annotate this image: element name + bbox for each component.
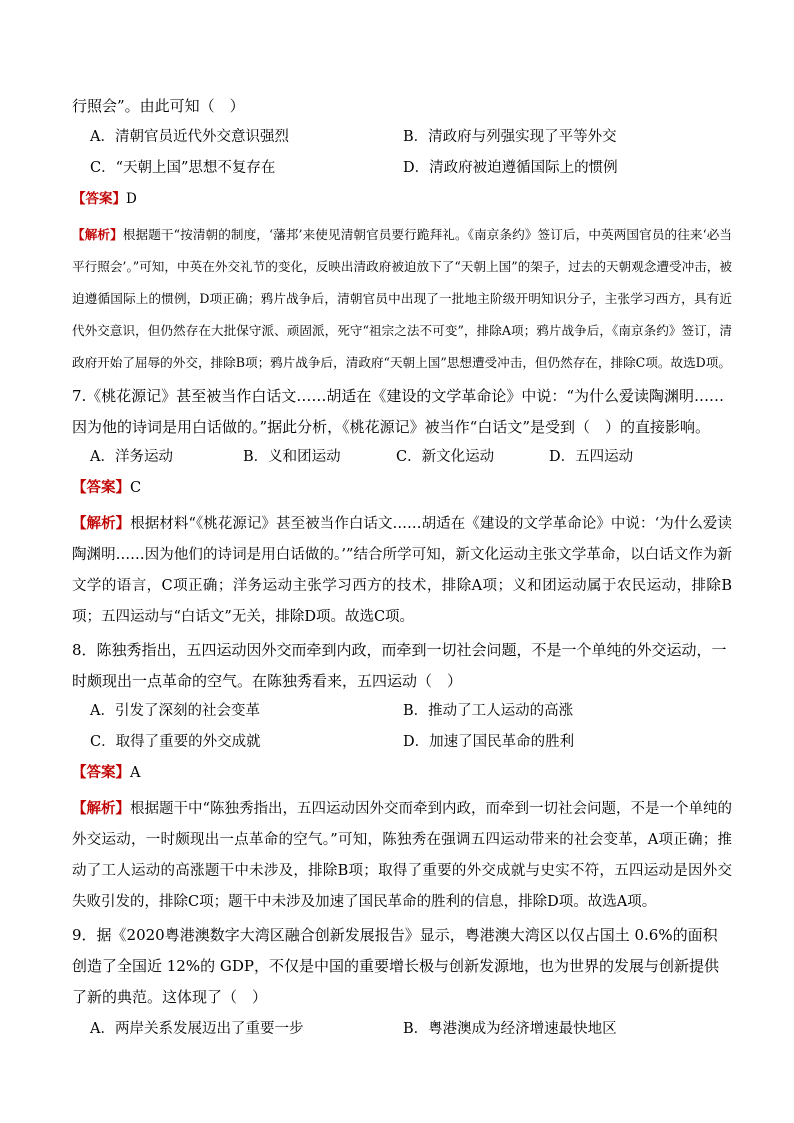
question-6-explanation xyxy=(72,219,732,379)
question-8-option-d: D．加速了国民革命的胜利 xyxy=(403,734,575,750)
explanation-text: 根据题干中“陈独秀指出，五四运动因外交而牵到内政，而牵到一切社会问题，不是一个单纯的外交运动，一时颇现出一点革命的空气。”可知，陈独秀在强调五四运动带来的社会变革，A项正确；推动了工人运动的高涨题干中未涉及，排除B项；取得了重要的外交成就与史实不符，五四运动是因外交失败引发的，排除C项；题干中未涉及加速了国民革命的胜利的信息，排除D项。故选A项。 xyxy=(72,801,732,910)
question-8-option-a: A．引发了深刻的社会变革 xyxy=(90,703,260,719)
question-6-option-d: D．清政府被迫遵循国际上的惯例 xyxy=(403,160,618,176)
question-7-option-a: A．洋务运动 xyxy=(90,449,173,465)
question-6-option-c: C．“天朝上国”思想不复存在 xyxy=(90,160,276,176)
document-page xyxy=(72,96,732,1050)
question-6-options-row-1 xyxy=(72,127,732,147)
question-8-explanation xyxy=(72,793,732,918)
question-7-option-c: C．新文化运动 xyxy=(396,449,495,465)
question-7-stem: 7.《桃花源记》甚至被当作白话文……胡适在《建设的文学革命论》中说：“为什么爱读陶渊明……因为他的诗词是用白话做的。”据此分析，《桃花源记》被当作“白话文”是受到（ ）的直接影响。 xyxy=(72,387,724,436)
answer-value: A xyxy=(130,765,141,781)
question-9-option-b: B．粤港澳成为经济增速最快地区 xyxy=(403,1021,617,1037)
answer-value: C xyxy=(130,480,142,496)
question-8-options-row-2 xyxy=(72,732,732,752)
question-8-stem: 8．陈独秀指出，五四运动因外交而牵到内政，而牵到一切社会问题，不是一个单纯的外交运动，一时颇现出一点革命的空气。在陈独秀看来，五四运动（ ） xyxy=(72,641,727,690)
answer-tag: 【答案】 xyxy=(72,191,126,207)
explanation-tag: 【解析】 xyxy=(72,800,131,817)
answer-tag: 【答案】 xyxy=(72,764,130,781)
question-9-stem: 9．据《2020粤港澳数字大湾区融合创新发展报告》显示，粤港澳大湾区以仅占国土 0.6%的面积创造了全国近 12%的 GDP，不仅是中国的重要增长极与创新发源地，也为世界的发展与创新提供了新的典范。这体现了（ ） xyxy=(72,926,719,1006)
question-7-option-d: D．五四运动 xyxy=(549,449,634,465)
question-7-explanation xyxy=(72,508,732,633)
question-8-answer xyxy=(72,763,732,783)
question-6-answer xyxy=(72,189,732,209)
question-8-option-b: B．推动了工人运动的高涨 xyxy=(403,703,574,719)
explanation-tag: 【解析】 xyxy=(72,227,123,242)
question-7-options xyxy=(72,447,732,467)
answer-tag: 【答案】 xyxy=(72,479,130,496)
explanation-tag: 【解析】 xyxy=(72,515,131,532)
question-9-option-a: A．两岸关系发展迈出了重要一步 xyxy=(90,1021,304,1037)
answer-value: D xyxy=(126,191,137,207)
question-9-options-row-1 xyxy=(72,1019,732,1039)
question-6-options-row-2 xyxy=(72,158,732,178)
question-8-option-c: C．取得了重要的外交成就 xyxy=(90,734,261,750)
explanation-text: 根据题干“按清朝的制度，‘藩邦’来使见清朝官员要行跪拜礼。《南京条约》签订后，中英两国官员的往来‘必当平行照会’。”可知，中英在外交礼节的变化，反映出清政府被迫放下了“天朝上国”的架子，过去的天朝观念遭受冲击，被迫遵循国际上的惯例，D项正确；鸦片战争后，清朝官员中出现了一批地主阶级开明知识分子，主张学习西方，具有近代外交意识，但仍然存在大批保守派、顽固派，死守“祖宗之法不可变”，排除A项；鸦片战争后，《南京条约》签订，清政府开始了屈辱的外交，排除B项；鸦片战争后，清政府“天朝上国”思想遭受冲击，但仍然存在，排除C项。故选D项。 xyxy=(72,227,733,370)
question-7-answer xyxy=(72,478,732,498)
question-6-option-a: A．清朝官员近代外交意识强烈 xyxy=(90,129,289,145)
question-8-options-row-1 xyxy=(72,701,732,721)
question-7-option-b: B．义和团运动 xyxy=(243,449,341,465)
question-6-option-b: B．清政府与列强实现了平等外交 xyxy=(403,129,617,145)
explanation-text: 根据材料“《桃花源记》甚至被当作白话文……胡适在《建设的文学革命论》中说：‘为什么爱读陶渊明……因为他们的诗词是用白话做的。’”结合所学可知，新文化运动主张文学革命，以白话文作为新文学的语言，C项正确；洋务运动主张学习西方的技术，排除A项；义和团运动属于农民运动，排除B项；五四运动与“白话文”无关，排除D项。故选C项。 xyxy=(72,516,732,625)
question-6-stem-tail: 行照会”。由此可知（ ） xyxy=(72,97,245,115)
